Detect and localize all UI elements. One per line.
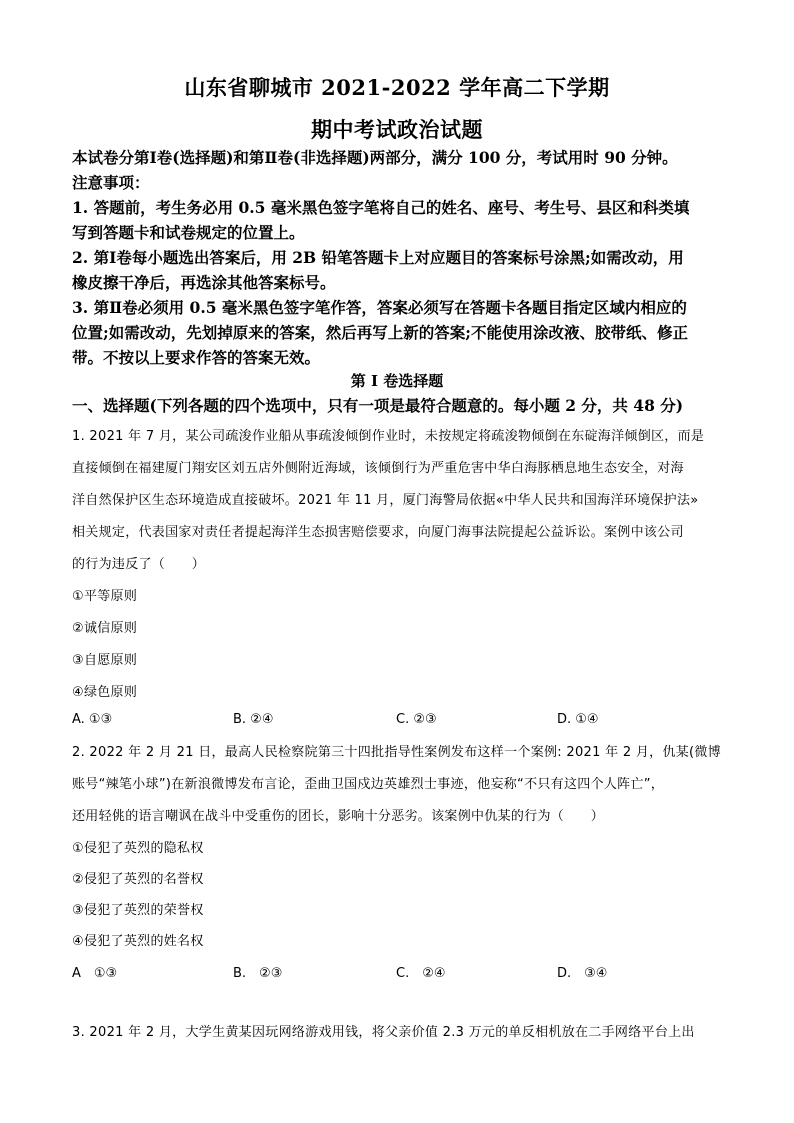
q1-line-3: 洋自然保护区生态环境造成直接破坏。2021 年 11 月，厦门海警局依据«中华人民共和国海洋环境保护法» (72, 493, 699, 508)
q2-line-2: 账号“辣笔小球”)在新浪微博发布言论，歪曲卫国戍边英雄烈士事迹，他妄称“不只有这四个人阵亡”， (72, 777, 665, 792)
intro-line-1: 本试卷分第Ⅰ卷(选择题)和第Ⅱ卷(非选择题)两部分，满分 100 分，考试用时 90 分钟。 (72, 148, 678, 167)
intro-line-9: 带。不按以上要求作答的答案无效。 (72, 348, 321, 367)
q1-item-3: ③自愿原则 (72, 653, 138, 668)
q1-option-c: C. ②③ (396, 712, 437, 727)
q2-line-3: 还用轻佻的语言嘲讽在战斗中受重伤的团长，影响十分恶劣。该案例中仇某的行为（ ） (72, 809, 605, 824)
q3-line-1: 3. 2021 年 2 月，大学生黄某因玩网络游戏用钱，将父亲价值 2.3 万元的单反相机放在二手网络平台上出 (72, 1025, 695, 1040)
q2-item-4: ④侵犯了英烈的姓名权 (72, 934, 204, 949)
intro-line-8: 位置;如需改动，先划掉原来的答案，然后再写上新的答案;不能使用涂改液、胶带纸、修正 (72, 323, 688, 342)
q1-line-5: 的行为违反了（ ） (72, 557, 206, 572)
q1-option-a: A. ①③ (72, 712, 113, 727)
q1-item-1: ①平等原则 (72, 589, 138, 604)
section-title: 第 Ⅰ 卷选择题 (350, 372, 444, 390)
intro-line-3: 1. 答题前，考生务必用 0.5 毫米黑色签字笔将自己的姓名、座号、考生号、县区和科类填 (72, 198, 690, 217)
q2-item-2: ②侵犯了英烈的名誉权 (72, 872, 204, 887)
q2-line-1: 2. 2022 年 2 月 21 日，最高人民检察院第三十四批指导性案例发布这样一个案例: 2021 年 2 月，仇某(微博 (72, 745, 722, 760)
q1-line-4: 相关规定，代表国家对责任者提起海洋生态损害赔偿要求，向厦门海事法院提起公益诉讼。案例中该公司 (72, 525, 684, 540)
q1-line-2: 直接倾倒在福建厦门翔安区刘五店外侧附近海域，该倾倒行为严重危害中华白海豚栖息地生态安全，对海 (72, 461, 684, 476)
section-heading: 一、选择题(下列各题的四个选项中，只有一项是最符合题意的。每小题 2 分，共 48 分) (72, 396, 684, 415)
intro-line-5: 2. 第Ⅰ卷每小题选出答案后，用 2B 铅笔答题卡上对应题目的答案标号涂黑;如需改动，用 (72, 248, 684, 267)
q2-option-c: C. ②④ (396, 966, 446, 981)
q1-item-2: ②诚信原则 (72, 621, 138, 636)
q1-option-d: D. ①④ (557, 712, 599, 727)
q2-item-3: ③侵犯了英烈的荣誉权 (72, 903, 204, 918)
q1-item-4: ④绿色原则 (72, 685, 138, 700)
intro-line-6: 橡皮擦干净后，再选涂其他答案标号。 (72, 273, 336, 292)
exam-title-line1: 山东省聊城市 2021-2022 学年高二下学期 (184, 75, 610, 100)
q1-line-1: 1. 2021 年 7 月，某公司疏浚作业船从事疏浚倾倒作业时，未按规定将疏浚物倾倒在东碇海洋倾倒区，而是 (72, 429, 705, 444)
q2-item-1: ①侵犯了英烈的隐私权 (72, 841, 204, 856)
exam-title-line2: 期中考试政治试题 (311, 117, 483, 142)
q2-option-b: B. ②③ (233, 966, 283, 981)
q2-option-a: A ①③ (72, 966, 118, 981)
q1-option-b: B. ②④ (233, 712, 274, 727)
intro-line-2: 注意事项： (72, 173, 150, 192)
q2-option-d: D. ③④ (557, 966, 608, 981)
intro-line-4: 写到答题卡和试卷规定的位置上。 (72, 223, 305, 242)
intro-line-7: 3. 第Ⅱ卷必须用 0.5 毫米黑色签字笔作答，答案必须写在答题卡各题目指定区域内相应的 (72, 298, 687, 317)
